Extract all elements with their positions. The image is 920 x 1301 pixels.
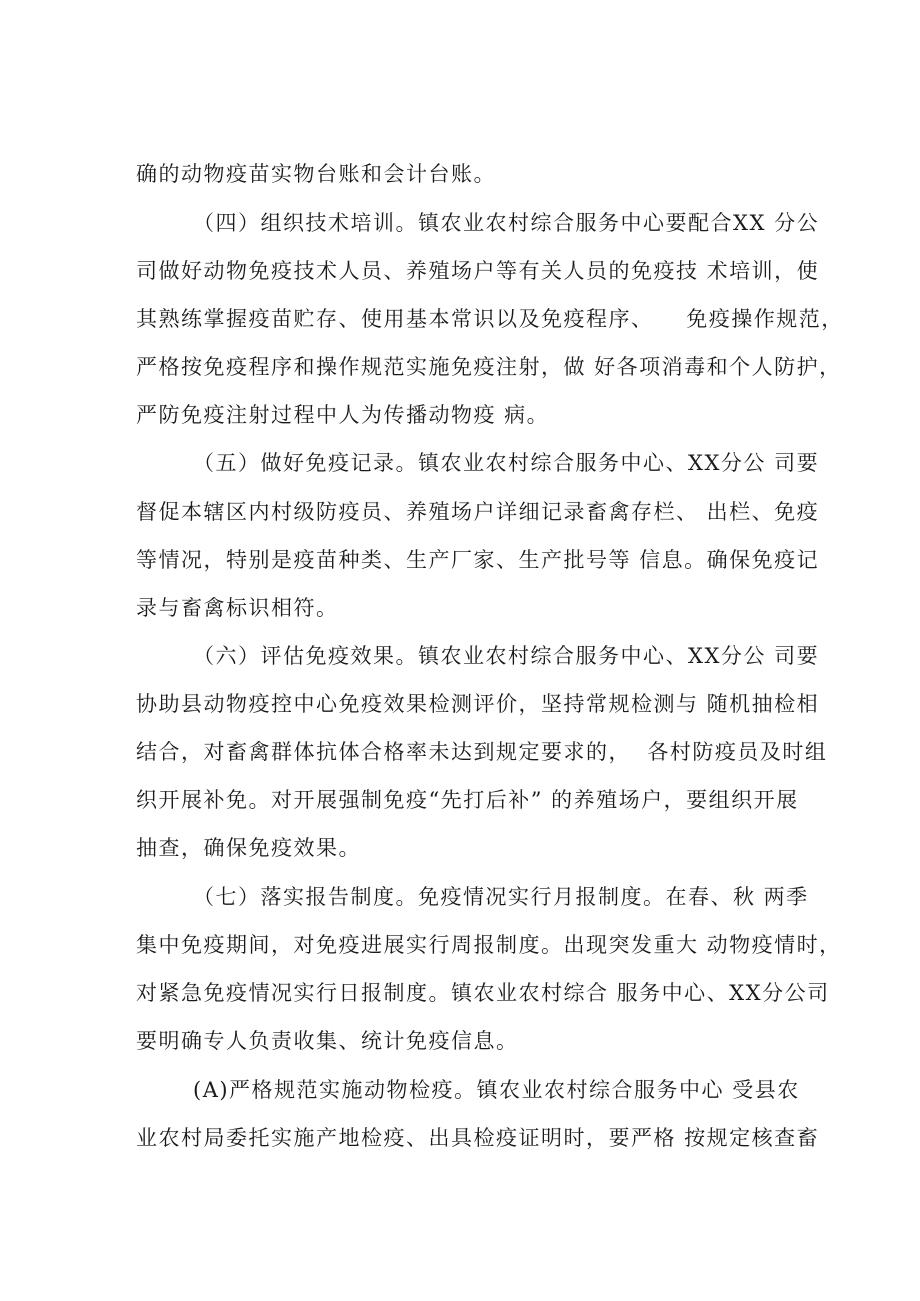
text-line: 严防免疫注射过程中人为传播动物疫 病。 (136, 403, 550, 427)
text-line: 织开展补免。对开展强制免疫“先打后补” 的养殖场户，要组织开展 (136, 788, 799, 812)
text-line: 对紧急免疫情况实行日报制度。镇农业农村综合 服务中心、XX分公司 (136, 981, 830, 1005)
text-line: 司做好动物免疫技术人员、养殖场户等有关人员的免疫技 术培训，使 (136, 259, 820, 283)
text-line: 抽查，确保免疫效果。 (136, 836, 361, 860)
paragraph-heading-line: （七）落实报告制度。免疫情况实行月报制度。在春、秋 两季 (193, 885, 809, 909)
paragraph-heading-line: （五）做好免疫记录。镇农业农村综合服务中心、XX分公 司要 (193, 451, 820, 475)
text-line: 督促本辖区内村级防疫员、养殖场户详细记录畜禽存栏、 出栏、免疫 (136, 500, 820, 524)
text-line: 集中免疫期间，对免疫进展实行周报制度。出现突发重大 动物疫情时， (136, 933, 842, 957)
paragraph-heading-line: （四）组织技术培训。镇农业农村综合服务中心要配合XX 分公 (193, 211, 820, 235)
text-line: 等情况，特别是疫苗种类、生产厂家、生产批号等 信息。确保免疫记 (136, 548, 820, 572)
text-line: 协助县动物疫控中心免疫效果检测评价，坚持常规检测与 随机抽检相 (136, 692, 820, 716)
text-line: 确的动物疫苗实物台账和会计台账。 (136, 162, 496, 186)
paragraph-heading-line: （六）评估免疫效果。镇农业农村综合服务中心、XX分公 司要 (193, 644, 820, 668)
text-line: 要明确专人负责收集、统计免疫信息。 (136, 1029, 519, 1053)
text-line: 录与畜禽标识相符。 (136, 596, 339, 620)
paragraph-heading-line: (A)严格规范实施动物检疫。镇农业农村综合服务中心 受县农 (193, 1078, 800, 1102)
text-line: 结合，对畜禽群体抗体合格率未达到规定要求的， 各村防疫员及时组 (136, 740, 828, 764)
text-line: 其熟练掌握疫苗贮存、使用基本常识以及免疫程序、 免疫操作规范， (136, 307, 844, 331)
text-line: 业农村局委托实施产地检疫、出具检疫证明时，要严格 按规定核查畜 (136, 1126, 820, 1150)
text-line: 严格按免疫程序和操作规范实施免疫注射，做 好各项消毒和个人防护， (136, 355, 842, 379)
